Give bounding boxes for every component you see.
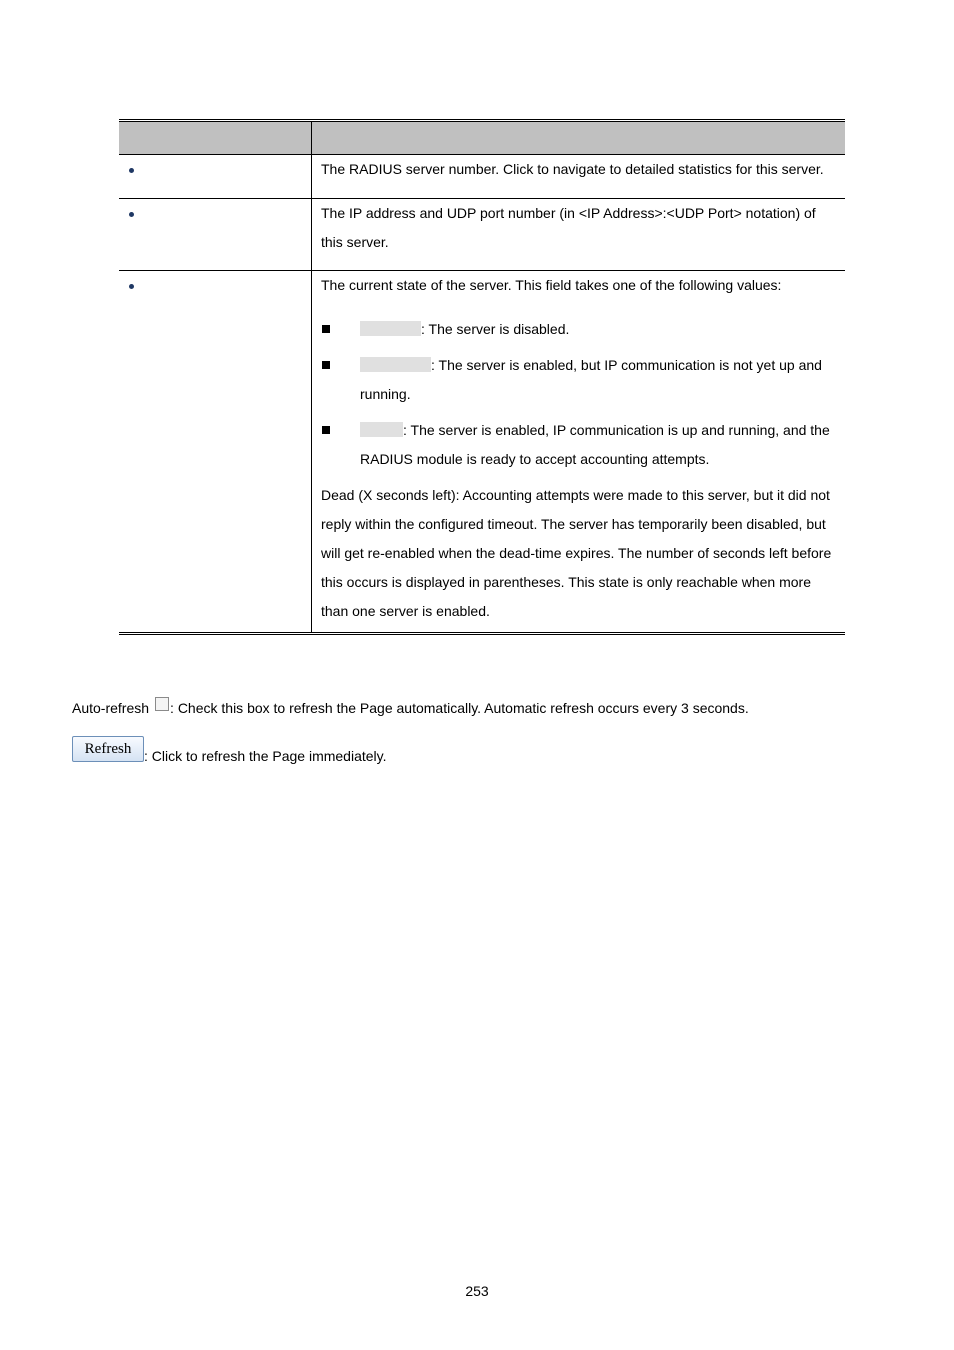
state-value-text: : The server is disabled.: [421, 321, 570, 337]
auto-refresh-label: Auto-refresh: [72, 700, 150, 716]
parameter-table: [119, 119, 845, 635]
bullet-icon: [129, 212, 134, 217]
description-cell: The IP address and UDP port number (in <IP Address>:<UDP Port> notation) of this server.: [321, 205, 816, 250]
state-value-highlight: [360, 422, 403, 437]
header-cell-object: [119, 122, 312, 154]
refresh-description: : Click to refresh the Page immediately.: [144, 748, 387, 764]
description-cell: [312, 271, 845, 632]
table-header: [119, 122, 845, 155]
state-intro: The current state of the server. This field takes one of the following values:: [321, 277, 782, 293]
state-value-text: : The server is enabled, IP communication is up and running, and the RADIUS module is ready to accept accounting attempts.: [360, 422, 830, 467]
auto-refresh-checkbox[interactable]: [155, 697, 169, 711]
state-value-item: [321, 315, 837, 344]
object-cell: [119, 155, 312, 198]
refresh-button[interactable]: Refresh: [72, 736, 144, 762]
table-row: [119, 271, 845, 632]
state-value-highlight: [360, 357, 431, 372]
state-value-highlight: [360, 321, 421, 336]
description-cell: The RADIUS server number. Click to navigate to detailed statistics for this server.: [321, 161, 824, 177]
object-cell: [119, 271, 312, 632]
square-bullet-icon: [322, 426, 330, 434]
dead-state-description: Dead (X seconds left): Accounting attempts were made to this server, but it did not reply within the configured timeout. The server has temporarily been disabled, but will get re-enabled when the dead-time expires. The number of seconds left before this occurs is displayed in parentheses. This state is only reachable when more than one server is enabled.: [321, 487, 832, 619]
table-row: [119, 199, 845, 271]
square-bullet-icon: [322, 325, 330, 333]
state-value-item: [321, 351, 837, 409]
bullet-icon: [129, 284, 134, 289]
refresh-paragraph: [72, 736, 387, 762]
auto-refresh-description: : Check this box to refresh the Page automatically. Automatic refresh occurs every 3 seconds.: [170, 700, 749, 716]
page-number: 253: [465, 1283, 489, 1299]
state-value-text: : The server is enabled, but IP communication is not yet up and running.: [360, 357, 822, 402]
state-value-item: [321, 416, 837, 474]
square-bullet-icon: [322, 361, 330, 369]
bullet-icon: [129, 168, 134, 173]
header-cell-description: [312, 122, 845, 154]
object-cell: [119, 199, 312, 270]
auto-refresh-paragraph: [72, 697, 749, 716]
table-row: [119, 155, 845, 199]
